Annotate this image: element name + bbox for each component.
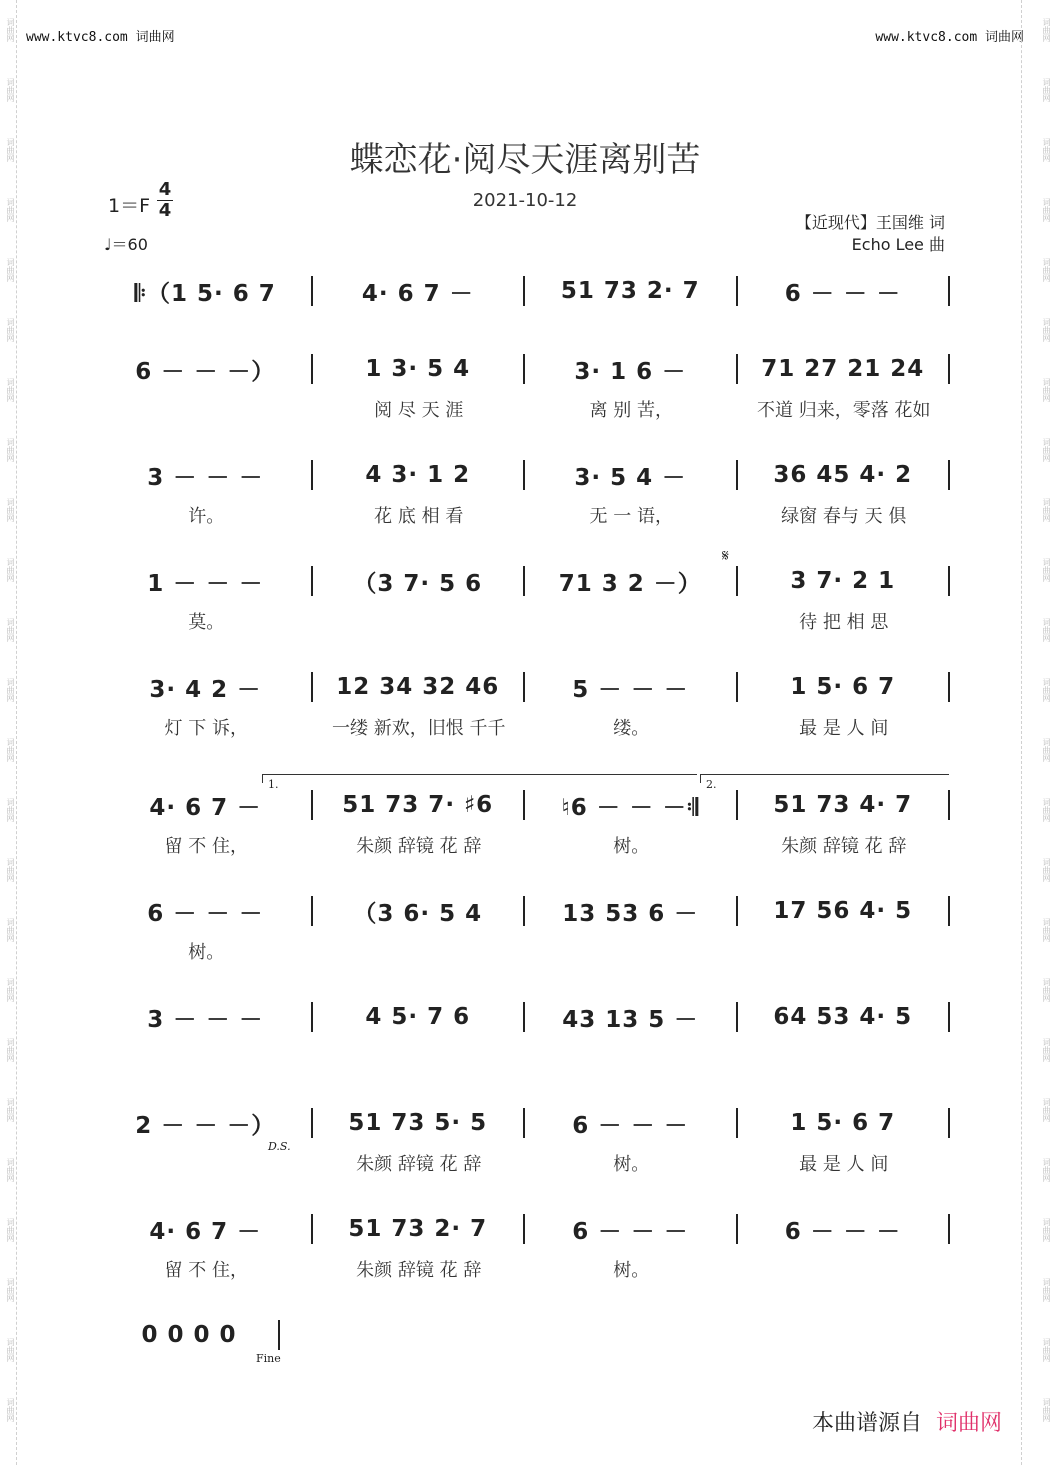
note-line — [100, 894, 950, 928]
lyric-segment — [738, 1256, 951, 1280]
note-line — [100, 458, 950, 492]
lyric-segment — [100, 1150, 313, 1174]
time-bottom: 4 — [158, 200, 172, 221]
lyric-segment: 莫。 — [188, 612, 225, 633]
side-watermark-text: 词曲网 — [1042, 1158, 1051, 1182]
measure: 36 45 4· 2 — [773, 462, 913, 488]
measure: 51 73 2· 7 — [348, 1216, 488, 1242]
volta-1-bracket — [262, 774, 697, 783]
side-watermark-text: 词曲网 — [1042, 18, 1051, 42]
lyric-segment — [313, 938, 526, 962]
bar-line — [278, 1320, 280, 1350]
side-watermark-text: 词曲网 — [6, 678, 15, 702]
note-line — [100, 1106, 950, 1140]
bar-line — [948, 790, 950, 820]
side-watermark-text: 词曲网 — [6, 978, 15, 1002]
measure: 51 73 5· 5 — [348, 1110, 488, 1136]
bar-line — [948, 460, 950, 490]
lyric-segment: 缕。 — [613, 718, 650, 739]
lyric-segment: 留 不 住， — [164, 836, 248, 857]
side-watermark-text: 词曲网 — [1042, 378, 1051, 402]
lyric-segment — [525, 608, 738, 632]
lyric-segment — [100, 396, 313, 420]
side-watermark-text: 词曲网 — [1042, 138, 1051, 162]
side-watermark-text: 词曲网 — [6, 618, 15, 642]
side-watermark-text: 词曲网 — [6, 1158, 15, 1182]
measure: 6 － － － — [572, 1218, 689, 1245]
measure: 4· 6 7 － — [149, 1218, 262, 1245]
lyric-segment: 最 是 人 间 — [799, 718, 889, 739]
credits — [796, 212, 945, 256]
side-watermark-text: 词曲网 — [6, 198, 15, 222]
bar-line — [948, 276, 950, 306]
measure: （3 6· 5 4 — [353, 900, 483, 927]
measure: 71 27 21 24 — [761, 356, 925, 382]
lyric-segment: 朱颜 辞镜 花 辞 — [356, 836, 482, 857]
side-watermark-text: 词曲网 — [1042, 438, 1051, 462]
lyric-segment — [738, 318, 951, 342]
side-border-right — [1021, 0, 1034, 1465]
volta-2-bracket — [700, 774, 949, 783]
song-title: 蝶恋花·阅尽天涯离别苦 — [349, 140, 701, 180]
note-line — [100, 352, 950, 386]
lyric-segment — [100, 1362, 280, 1386]
measure: 3· 5 4 － — [574, 464, 687, 491]
side-watermark-text: 词曲网 — [6, 438, 15, 462]
measure: 51 73 2· 7 — [560, 278, 700, 304]
lyric-segment: 灯 下 诉， — [164, 718, 248, 739]
side-watermark-text: 词曲网 — [6, 1278, 15, 1302]
measure: 51 73 7· ♯6 — [342, 792, 494, 818]
note-line — [100, 1000, 950, 1034]
lyric-segment — [738, 1044, 951, 1068]
measure: 4· 6 7 － — [361, 280, 474, 307]
measure: 3· 4 2 － — [149, 676, 262, 703]
measure: 4 5· 7 6 — [365, 1004, 471, 1030]
note-line — [100, 1318, 280, 1352]
side-watermark-text: 词曲网 — [1042, 618, 1051, 642]
side-watermark-text: 词曲网 — [6, 918, 15, 942]
side-watermark-text: 词曲网 — [1042, 498, 1051, 522]
side-watermark-text: 词曲网 — [6, 798, 15, 822]
lyric-segment: 许。 — [188, 506, 225, 527]
bar-line — [948, 566, 950, 596]
side-watermark-text: 词曲网 — [1042, 978, 1051, 1002]
measure: 5 － － － — [572, 676, 689, 703]
lyric-segment — [313, 1044, 526, 1068]
measure: 51 73 4· 7 — [773, 792, 913, 818]
lyric-segment: 待 把 相 思 — [799, 612, 889, 633]
watermark-left: www.ktvc8.com 词曲网 — [26, 30, 175, 45]
footer-source — [812, 1406, 1002, 1437]
lyric-line — [100, 1150, 950, 1174]
lyric-segment — [525, 938, 738, 962]
measure: 1 － － － — [147, 570, 264, 597]
measure: 6 － － － — [572, 1112, 689, 1139]
lyric-segment: 不道 归来，零落 花如 — [757, 400, 931, 421]
side-watermark-text: 词曲网 — [6, 258, 15, 282]
measure: 71 3 2 －） — [558, 570, 702, 597]
footer-brand-link[interactable]: 词曲网 — [935, 1411, 1002, 1436]
side-watermark-text: 词曲网 — [6, 558, 15, 582]
lyric-segment — [313, 608, 526, 632]
measure: 17 56 4· 5 — [773, 898, 913, 924]
lyric-segment: 朱颜 辞镜 花 辞 — [781, 836, 907, 857]
lyric-segment: 朱颜 辞镜 花 辞 — [356, 1260, 482, 1281]
note-line — [100, 564, 950, 598]
volta-2-label: 2. — [706, 778, 717, 791]
measure: 6 － － － — [147, 900, 264, 927]
side-watermark-text: 词曲网 — [1042, 258, 1051, 282]
bar-line — [948, 896, 950, 926]
side-watermark-text: 词曲网 — [6, 738, 15, 762]
measure: 6 － － － — [784, 280, 901, 307]
lyric-segment: 绿窗 春与 天 俱 — [781, 506, 907, 527]
lyric-segment: 留 不 住， — [164, 1260, 248, 1281]
side-watermark-text: 词曲网 — [6, 1098, 15, 1122]
side-watermark-text: 词曲网 — [6, 18, 15, 42]
side-watermark-text: 词曲网 — [1042, 318, 1051, 342]
lyric-line — [100, 832, 950, 856]
lyric-segment: 花 底 相 看 — [374, 506, 464, 527]
measure: 64 53 4· 5 — [773, 1004, 913, 1030]
lyric-segment: 树。 — [613, 1260, 650, 1281]
side-watermark-text: 词曲网 — [1042, 1338, 1051, 1362]
measure: 4· 6 7 － — [149, 794, 262, 821]
measure: 2 － － －） — [135, 1112, 276, 1139]
side-watermark-text: 词曲网 — [1042, 78, 1051, 102]
measure: 3 － － － — [147, 464, 264, 491]
tempo-mark: ♩＝60 — [104, 235, 148, 254]
lyric-segment: 朱颜 辞镜 花 辞 — [356, 1154, 482, 1175]
lyric-segment: 一缕 新欢，旧恨 千千 — [332, 718, 506, 739]
lyric-line — [100, 1362, 280, 1386]
measure: ♮6 － － －𝄇 — [561, 794, 699, 821]
measure: 1 3· 5 4 — [365, 356, 471, 382]
lyric-segment — [100, 1044, 313, 1068]
measure: 𝄆（1 5· 6 7 — [134, 280, 276, 307]
fine-mark: Fine — [256, 1352, 281, 1365]
footer-prefix: 本曲谱源自 — [811, 1411, 922, 1436]
bar-line — [948, 1002, 950, 1032]
side-watermark-text: 词曲网 — [1042, 198, 1051, 222]
side-watermark-text: 词曲网 — [6, 378, 15, 402]
side-watermark-text: 词曲网 — [1042, 1278, 1051, 1302]
note-line — [100, 274, 950, 308]
measure: 12 34 32 46 — [336, 674, 500, 700]
lyric-segment — [525, 318, 738, 342]
measure: 43 13 5 － — [562, 1006, 699, 1033]
lyric-segment: 树。 — [613, 1154, 650, 1175]
side-watermark-text: 词曲网 — [6, 1398, 15, 1422]
measure: 3 － － － — [147, 1006, 264, 1033]
lyric-segment — [313, 318, 526, 342]
bar-line — [948, 672, 950, 702]
side-watermark-text: 词曲网 — [1042, 558, 1051, 582]
measure: （3 7· 5 6 — [353, 570, 483, 597]
measure: 13 53 6 － — [562, 900, 699, 927]
side-watermark-text: 词曲网 — [1042, 678, 1051, 702]
lyric-segment: 阅 尽 天 涯 — [374, 400, 464, 421]
key-signature: 1＝F — [108, 195, 151, 217]
measure: 3· 1 6 － — [574, 358, 687, 385]
time-top: 4 — [158, 179, 172, 200]
song-date: 2021-10-12 — [472, 190, 578, 211]
lyricist: 【近现代】王国维 词 — [795, 213, 945, 232]
volta-1-label: 1. — [268, 778, 279, 791]
side-watermark-text: 词曲网 — [6, 498, 15, 522]
side-watermark-text: 词曲网 — [6, 858, 15, 882]
lyric-segment — [525, 1044, 738, 1068]
lyric-segment: 无 一 语， — [589, 506, 673, 527]
lyric-line — [100, 1044, 950, 1068]
side-watermark-text: 词曲网 — [1042, 1038, 1051, 1062]
lyric-line — [100, 938, 950, 962]
time-signature — [157, 180, 173, 221]
side-watermark-text: 词曲网 — [1042, 798, 1051, 822]
composer: Echo Lee 曲 — [851, 235, 945, 254]
lyric-line — [100, 318, 950, 342]
lyric-line — [100, 608, 950, 632]
measure: 6 － － － — [784, 1218, 901, 1245]
side-watermark-right — [1036, 0, 1050, 1465]
segno-mark: 𝄋 — [722, 546, 729, 565]
note-line — [100, 670, 950, 704]
lyric-segment: 离 别 苦， — [589, 400, 673, 421]
side-watermark-text: 词曲网 — [6, 1218, 15, 1242]
side-watermark-text: 词曲网 — [6, 138, 15, 162]
side-watermark-text: 词曲网 — [6, 1038, 15, 1062]
note-line — [100, 788, 950, 822]
lyric-line — [100, 396, 950, 420]
measure: 0 0 0 0 — [141, 1322, 237, 1348]
lyric-line — [100, 1256, 950, 1280]
bar-line — [948, 354, 950, 384]
side-watermark-text: 词曲网 — [1042, 1098, 1051, 1122]
bar-line — [948, 1108, 950, 1138]
side-watermark-text: 词曲网 — [1042, 738, 1051, 762]
side-watermark-text: 词曲网 — [1042, 1398, 1051, 1422]
lyric-segment: 树。 — [188, 942, 225, 963]
lyric-line — [100, 714, 950, 738]
ds-mark: D.S. — [268, 1140, 291, 1153]
side-watermark-text: 词曲网 — [1042, 1218, 1051, 1242]
side-watermark-text: 词曲网 — [6, 78, 15, 102]
measure: 6 － － －） — [135, 358, 276, 385]
measure: 1 5· 6 7 — [790, 674, 896, 700]
measure: 1 5· 6 7 — [790, 1110, 896, 1136]
note-line — [100, 1212, 950, 1246]
side-watermark-left — [0, 0, 14, 1465]
side-watermark-text: 词曲网 — [6, 1338, 15, 1362]
lyric-segment — [738, 938, 951, 962]
lyric-segment — [100, 318, 313, 342]
measure: 4 3· 1 2 — [365, 462, 471, 488]
watermark-right: www.ktvc8.com 词曲网 — [875, 30, 1024, 45]
lyric-segment: 最 是 人 间 — [799, 1154, 889, 1175]
side-watermark-text: 词曲网 — [1042, 918, 1051, 942]
lyric-line — [100, 502, 950, 526]
bar-line — [948, 1214, 950, 1244]
measure: 3 7· 2 1 — [790, 568, 896, 594]
lyric-segment: 树。 — [613, 836, 650, 857]
side-watermark-text: 词曲网 — [6, 318, 15, 342]
side-watermark-text: 词曲网 — [1042, 858, 1051, 882]
